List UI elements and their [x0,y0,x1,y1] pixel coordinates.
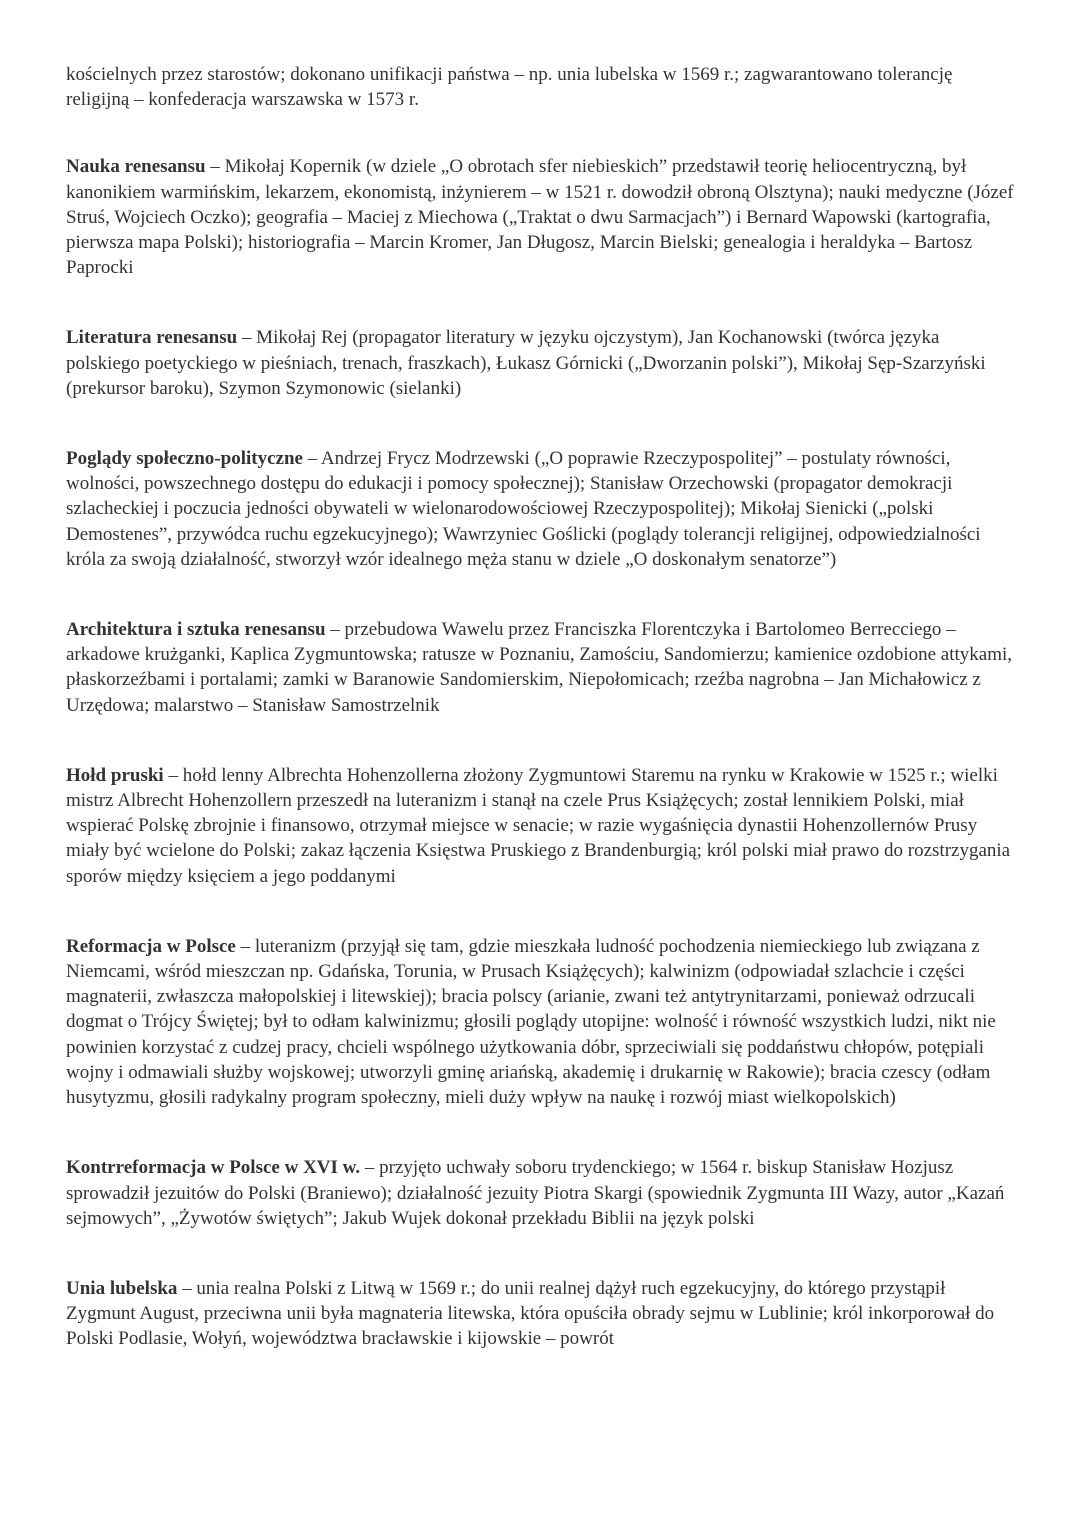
section-body: – luteranizm (przyjął się tam, gdzie mieszkała ludność pochodzenia niemieckiego lub związana z Niemcami, wśród mieszczan np. Gdańska, Torunia, w Prusach Książęcych); kalwinizm (odpowiadał szlachcie i części magnaterii, zwłaszcza małopolskiej i litewskiej); bracia polscy (arianie, zwani też antytrynitarzami, ponieważ odrzucali dogmat o Trójcy Świętej; był to odłam kalwinizmu; głosili poglądy utopijne: wolność i równość wszystkich ludzi, nikt nie powinien korzystać z cudzej pracy, chcieli wspólnego użytkowania dóbr, sprzeciwiali się poddaństwu chłopów, potępiali wojny i odmawiali służby wojskowej; utworzyli gminę ariańską, akademię i drukarnię w Rakowie); bracia czescy (odłam husytyzmu, głosili radykalny program społeczny, mieli duży wpływ na naukę i rozwój miast wielkopolskich) [66,935,996,1109]
section-hold-pruski [66,763,1014,889]
intro-paragraph: kościelnych przez starostów; dokonano unifikacji państwa – np. unia lubelska w 1569 r.; zagwarantowano tolerancję religijną – konfederacja warszawska w 1573 r. [66,64,953,111]
section-term: Unia lubelska [66,1277,178,1299]
section-body: – przyjęto uchwały soboru trydenckiego; w 1564 r. biskup Stanisław Hozjusz sprowadził jezuitów do Polski (Braniewo); działalność jezuity Piotra Skargi (spowiednik Zygmunta III Wazy, autor „Kazań sejmowych”, „Żywotów świętych”; Jakub Wujek dokonał przekładu Biblii na język polski [66,1157,1005,1229]
section-architektura-i-sztuka [66,617,1014,718]
section-term: Kontrreformacja w Polsce w XVI w. [66,1157,361,1179]
section-body: – hołd lenny Albrechta Hohenzollerna złożony Zygmuntowi Staremu na rynku w Krakowie w 1525 r.; wielki mistrz Albrecht Hohenzollern przeszedł na luteranizm i stanął na czele Prus Książęcych; został lennikiem Polski, miał wspierać Polskę zbrojnie i finansowo, otrzymał miejsce w senacie; w razie wygaśnięcia dynastii Hohenzollernów Prusy miały być wcielone do Polski; zakaz łączenia Księstwa Pruskiego z Brandenburgią; król polski miał prawo do rozstrzygania sporów między księciem a jego poddanymi [66,764,1011,887]
section-kontrreformacja [66,1155,1014,1231]
section-body: – Andrzej Frycz Modrzewski („O poprawie Rzeczypospolitej” – postulaty równości, wolności, powszechnego dostępu do edukacji i pomocy społecznej); Stanisław Orzechowski (propagator demokracji szlacheckiej i poczucia jedności obywateli w wielonarodowościowej Rzeczypospolitej); Mikołaj Sienicki („polski Demostenes”, przywódca ruchu egzekucyjnego); Wawrzyniec Goślicki (poglądy tolerancji religijnej, odpowiedzialności króla za swoją działalność, stworzył wzór idealnego męża stanu w dziele „O doskonałym senatorze”) [66,448,981,570]
section-term: Poglądy społeczno-polityczne [66,448,303,470]
section-body: – Mikołaj Rej (propagator literatury w języku ojczystym), Jan Kochanowski (twórca języka polskiego poetyckiego w pieśniach, trenach, fraszkach), Łukasz Górnicki („Dworzanin polski”), Mikołaj Sęp-Szarzyński (prekursor baroku), Szymon Szymonowic (sielanki) [66,327,986,399]
section-body: – unia realna Polski z Litwą w 1569 r.; do unii realnej dążył ruch egzekucyjny, do którego przystąpił Zygmunt August, przeciwna unii była magnateria litewska, która opuściła obrady sejmu w Lublinie; król inkorporował do Polski Podlasie, Wołyń, województwa bracławskie i kijowskie – powrót [66,1277,995,1350]
section-unia-lubelska [66,1276,1014,1352]
section-term: Reformacja w Polsce [66,935,236,957]
section-term: Architektura i sztuka renesansu [66,619,326,641]
section-term: Nauka renesansu [66,156,206,178]
section-body: – przebudowa Wawelu przez Franciszka Florentczyka i Bartolomeo Berrecciego – arkadowe krużganki, Kaplica Zygmuntowska; ratusze w Poznaniu, Zamościu, Sandomierzu; kamienice ozdobione attykami, płaskorzeźbami i portalami; zamki w Baranowie Sandomierskim, Niepołomicach; rzeźba nagrobna – Jan Michałowicz z Urzędowa; malarstwo – Stanisław Samostrzelnik [66,619,1013,716]
section-poglady-spoleczno-polityczne [66,446,1014,572]
section-nauka-renesansu [66,154,1014,280]
section-term: Hołd pruski [66,764,164,786]
section-body: – Mikołaj Kopernik (w dziele „O obrotach sfer niebieskich” przedstawił teorię heliocentryczną, był kanonikiem warmińskim, lekarzem, ekonomistą, inżynierem – w 1521 r. dowodził obroną Olsztyna); nauki medyczne (Józef Struś, Wojciech Oczko); geografia – Maciej z Miechowa („Traktat o dwu Sarmacjach”) i Bernard Wapowski (kartografia, pierwsza mapa Polski); historiografia – Marcin Kromer, Jan Długosz, Marcin Bielski; genealogia i heraldyka – Bartosz Paprocki [66,156,1014,279]
section-reformacja-w-polsce [66,934,1014,1110]
section-literatura-renesansu [66,325,1014,401]
section-term: Literatura renesansu [66,327,238,349]
